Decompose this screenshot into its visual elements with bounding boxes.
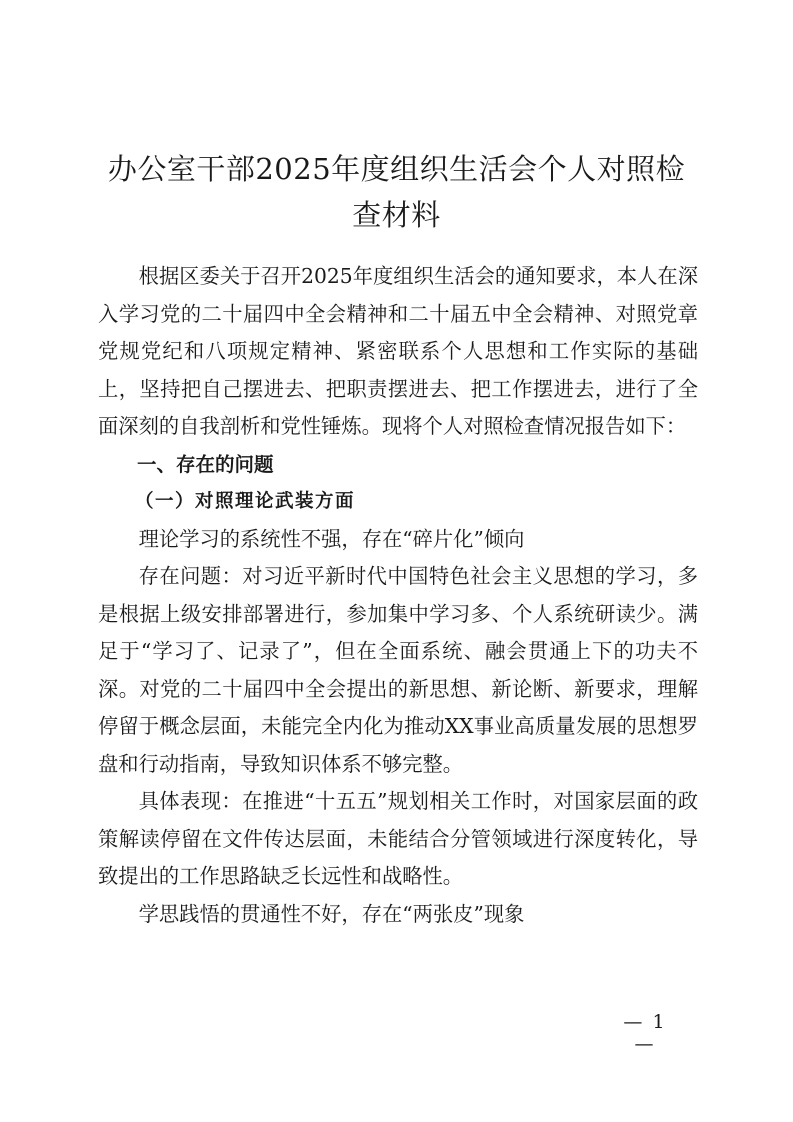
document-body: [98, 258, 698, 933]
document-title: 办公室干部2025年度组织生活会个人对照检查材料: [107, 152, 686, 232]
intro-paragraph: 根据区委关于召开2025年度组织生活会的通知要求，本人在深入学习党的二十届四中全会精神和二十届五中全会精神、对照党章党规党纪和八项规定精神、紧密联系个人思想和工作实际的基础上，坚持把自己摆进去、把职责摆进去、把工作摆进去，进行了全面深刻的自我剖析和党性锤炼。现将个人对照检查情况报告如下：: [98, 264, 698, 438]
example-paragraph: 具体表现：在推进“十五五”规划相关工作时，对国家层面的政策解读停留在文件传达层面，未能结合分管领域进行深度转化，导致提出的工作思路缺乏长远性和战略性。: [98, 789, 698, 888]
section-heading-problems: 一、存在的问题: [137, 452, 274, 476]
subsection-heading-theory: （一）对照理论武装方面: [135, 491, 356, 512]
point-title-two-skins: 学思践悟的贯通性不好，存在“两张皮”现象: [138, 901, 525, 926]
page-number: — 1 —: [623, 1011, 667, 1055]
point-title-fragmentation: 理论学习的系统性不强，存在“碎片化”倾向: [138, 526, 525, 551]
problem-paragraph: 存在问题：对习近平新时代中国特色社会主义思想的学习，多是根据上级安排部署进行，参加集中学习多、个人系统研读少。满足于“学习了、记录了”，但在全面系统、融会贯通上下的功夫不深。对党的二十届四中全会提出的新思想、新论断、新要求，理解停留于概念层面，未能完全内化为推动XX事业高质量发展的思想罗盘和行动指南，导致知识体系不够完整。: [98, 564, 698, 776]
